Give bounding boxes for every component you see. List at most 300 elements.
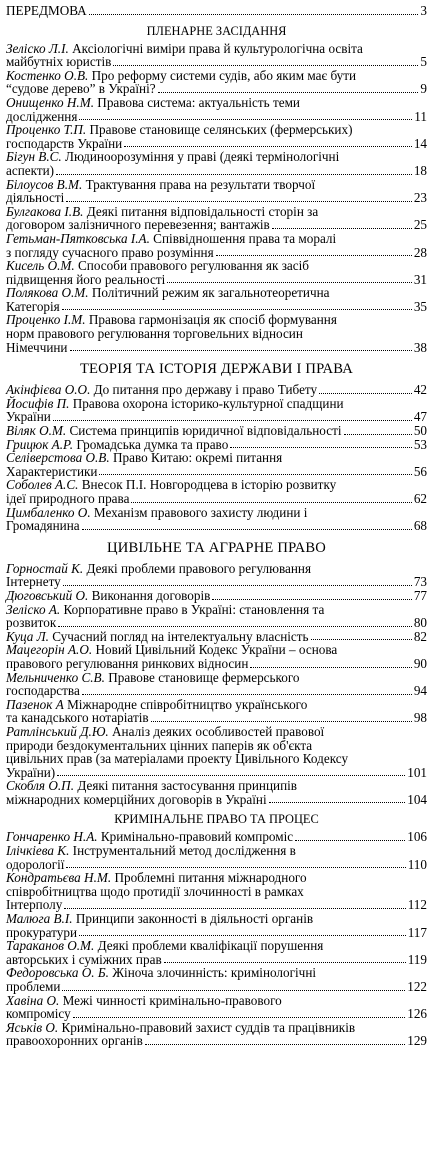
entry-text	[6, 410, 51, 424]
entry-author: Соболев А.С.	[6, 477, 79, 493]
entry-title-line: прокуратури	[6, 924, 77, 940]
entry-title-line: міжнародних комерційних договорів в Україні	[6, 791, 267, 807]
entry-text	[6, 589, 210, 603]
toc-entry	[6, 383, 427, 397]
toc-entry	[6, 506, 427, 533]
toc-entry-line	[6, 478, 427, 492]
toc-entry	[6, 630, 427, 644]
entry-text	[6, 273, 165, 287]
toc-entry-line	[6, 953, 427, 967]
page-number: 56	[413, 463, 427, 479]
entry-text	[6, 397, 344, 411]
toc-entry-line	[6, 725, 427, 739]
entry-text	[6, 96, 300, 110]
toc-entry-line	[6, 55, 427, 69]
toc-entry	[6, 562, 427, 589]
entry-title-line: Німеччини	[6, 339, 68, 355]
entry-author: Пазенок А	[6, 696, 64, 712]
toc-entry	[6, 912, 427, 939]
page-number: 122	[407, 979, 427, 994]
dot-leader	[66, 867, 405, 868]
entry-title-line: Правова охорона історико-культурної спадщини	[72, 395, 344, 411]
entry-author: Ратлінський Д.Ю.	[6, 723, 109, 739]
entry-title-line: України	[6, 409, 51, 425]
toc-entry	[6, 589, 427, 603]
entry-title-line: Механізм правового захисту людини і	[93, 504, 308, 520]
page-number: 42	[413, 382, 427, 398]
toc-entry-line	[6, 926, 427, 940]
toc-entry-line	[6, 793, 427, 807]
toc-entry	[6, 178, 427, 205]
toc-entry	[6, 939, 427, 966]
dot-leader	[63, 585, 412, 586]
toc-entry-line	[6, 994, 427, 1008]
toc-entry-line	[6, 506, 427, 520]
toc-entry-line	[6, 259, 427, 273]
entry-title-line: Жіноча злочинність: кримінологічні	[112, 965, 317, 981]
toc-entry	[6, 42, 427, 69]
entry-text	[6, 205, 318, 219]
toc-entry-line	[6, 766, 427, 780]
page-number: 50	[413, 423, 427, 439]
toc-entry	[6, 4, 427, 18]
page-number: 62	[413, 491, 427, 506]
dot-leader	[151, 721, 412, 722]
toc-entry-line	[6, 205, 427, 219]
dot-leader	[164, 962, 406, 963]
entry-text	[6, 110, 77, 124]
entry-title-line: Сучасний погляд на інтелектуальну власність	[52, 628, 309, 644]
toc-entry-line	[6, 232, 427, 246]
entry-title-line: проблеми	[6, 979, 61, 994]
entry-title-line: Правове становище фермерського	[108, 669, 300, 685]
entry-text	[6, 858, 64, 872]
entry-title-line: Внесок П.І. Новгородцева в історію розвитку	[81, 477, 337, 493]
entry-title-line: та канадського нотаріатів	[6, 710, 149, 726]
toc-entry	[6, 671, 427, 698]
entry-title-line: правоохоронних органів	[6, 1033, 143, 1049]
dot-leader	[99, 474, 411, 475]
entry-text	[6, 871, 307, 885]
dot-leader	[131, 502, 411, 503]
toc-entry	[6, 232, 427, 259]
toc-entry	[6, 478, 427, 505]
toc-entry-line	[6, 178, 427, 192]
entry-text	[6, 246, 214, 260]
page-number: 98	[413, 710, 427, 726]
entry-text	[6, 752, 348, 766]
entry-title-line: Кримінально-правовий компроміс	[100, 829, 294, 845]
entry-title-line: Аналіз деяких особливостей правової	[112, 723, 325, 739]
toc-entry-line	[6, 123, 427, 137]
entry-title-line: Людиноорозуміння у праві (деякі термінологічні	[65, 149, 340, 165]
page-number: 9	[420, 81, 427, 97]
entry-title-line: Принципи законності в діяльності органів	[75, 911, 314, 927]
toc-entry-line	[6, 885, 427, 899]
entry-title-line: До питання про державу і право Тибету	[93, 382, 318, 398]
entry-text	[6, 912, 313, 926]
dot-leader	[216, 255, 412, 256]
page-number: 11	[414, 108, 427, 124]
entry-text	[6, 643, 337, 657]
toc-entry-line	[6, 871, 427, 885]
toc-entry-line	[6, 698, 427, 712]
dot-leader	[89, 14, 419, 15]
toc-entry-line	[6, 341, 427, 355]
toc-entry-line	[6, 191, 427, 205]
entry-title-line: авторських і суміжних прав	[6, 951, 162, 967]
page-number: 35	[413, 298, 427, 314]
entry-author: Федоровська О. Б.	[6, 965, 109, 981]
dot-leader	[269, 802, 406, 803]
toc-entry-line	[6, 96, 427, 110]
entry-text	[6, 164, 54, 178]
entry-text	[6, 506, 307, 520]
dot-leader	[57, 775, 405, 776]
entry-title-line: Політичний режим як загальнотеоретична	[91, 285, 330, 301]
toc-entry-line	[6, 858, 427, 872]
toc-entry-line	[6, 164, 427, 178]
dot-leader	[82, 529, 412, 530]
entry-text	[6, 191, 64, 205]
entry-text	[6, 926, 77, 940]
dot-leader	[319, 393, 412, 394]
entry-title-line: дослідження	[6, 108, 78, 124]
toc-entry-line	[6, 137, 427, 151]
entry-title-line: господарства	[6, 683, 80, 699]
toc-entry	[6, 123, 427, 150]
entry-title-line: співробітництва щодо протидії злочинності в рамках	[6, 883, 304, 899]
toc-entry	[6, 994, 427, 1021]
toc-entry-line	[6, 616, 427, 630]
entry-text	[6, 630, 309, 644]
toc-entry-line	[6, 82, 427, 96]
toc-entry-line	[6, 630, 427, 644]
page-number: 73	[413, 574, 427, 590]
entry-text	[6, 898, 62, 912]
entry-title-line: діяльності	[6, 190, 65, 206]
toc-entry-line	[6, 939, 427, 953]
entry-author: Білоусов В.М.	[6, 176, 83, 192]
entry-author: Гончаренко Н.А.	[6, 829, 98, 845]
entry-title-line: України)	[6, 764, 56, 780]
entry-author: Проценко Т.П.	[6, 122, 87, 138]
toc-entry	[6, 397, 427, 424]
entry-text	[6, 830, 293, 844]
entry-author: Кондратьєва Н.М.	[6, 870, 112, 886]
entry-text	[6, 465, 97, 479]
entry-author: Селіверстова О.В.	[6, 450, 110, 466]
entry-text	[6, 779, 297, 793]
dot-leader	[79, 119, 412, 120]
toc-entry-line	[6, 684, 427, 698]
entry-text	[6, 82, 156, 96]
dot-leader	[58, 626, 412, 627]
toc-entry-line	[6, 739, 427, 753]
entry-author: Віляк О.М.	[6, 423, 67, 439]
entry-title-line: розвиток	[6, 615, 57, 631]
entry-author: Йосифів П.	[6, 395, 70, 411]
dot-leader	[56, 174, 412, 175]
toc-entry	[6, 844, 427, 871]
toc-entry	[6, 205, 427, 232]
toc-entry-line	[6, 451, 427, 465]
page-number: 126	[407, 1006, 427, 1022]
entry-title-line: ПЕРЕДМОВА	[6, 3, 87, 18]
section-heading: ЦИВІЛЬНЕ ТА АГРАРНЕ ПРАВО	[106, 539, 326, 556]
page-number: 119	[407, 951, 427, 967]
entry-title-line: Виконання договорів	[91, 587, 211, 603]
toc-entry-line	[6, 492, 427, 506]
entry-author: Хавіна О.	[6, 992, 60, 1008]
entry-title-line: договором залізничного перевезення; вантажів	[6, 217, 270, 233]
toc-entry	[6, 286, 427, 313]
dot-leader	[64, 908, 405, 909]
page-number: 110	[407, 856, 427, 872]
entry-text	[6, 684, 80, 698]
entry-title-line: Категорія	[6, 298, 60, 314]
toc-entry-line	[6, 397, 427, 411]
entry-title-line: Способи правового регулювання як засіб	[78, 258, 309, 274]
entry-text	[6, 383, 317, 397]
entry-text	[6, 218, 270, 232]
entry-title-line: Новий Цивільний Кодекс України – основа	[95, 642, 338, 658]
entry-text	[6, 844, 296, 858]
dot-leader	[79, 935, 406, 936]
entry-text	[6, 341, 68, 355]
entry-text	[6, 739, 312, 753]
toc-entry-line	[6, 327, 427, 341]
entry-text	[6, 178, 315, 192]
entry-title-line: господарств України	[6, 135, 123, 151]
toc-entry-line	[6, 42, 427, 56]
entry-text	[6, 1021, 355, 1035]
entry-title-line: майбутніх юристів	[6, 54, 112, 70]
entry-text	[6, 725, 324, 739]
page-number: 104	[407, 791, 427, 807]
toc-entry	[6, 424, 427, 438]
toc-entry	[6, 313, 427, 354]
toc-entry-line	[6, 1007, 427, 1021]
entry-title-line: аспекти)	[6, 162, 55, 178]
page-number: 80	[413, 615, 427, 631]
entry-author: Бігун В.С.	[6, 149, 62, 165]
page-number: 112	[407, 897, 427, 913]
entry-author: Грицюк А.Р.	[6, 436, 74, 452]
entry-author: Полякова О.М.	[6, 285, 89, 301]
page-number: 129	[407, 1033, 427, 1049]
entry-text	[6, 953, 162, 967]
entry-text	[6, 562, 311, 576]
entry-author: Ілічкіева К.	[6, 843, 70, 859]
page-number: 82	[413, 628, 427, 644]
dot-leader	[230, 447, 412, 448]
toc-entry	[6, 830, 427, 844]
entry-title-line: ідеї природного права	[6, 491, 130, 506]
page-number: 117	[407, 924, 427, 940]
section-heading: ПЛЕНАРНЕ ЗАСІДАННЯ	[146, 23, 287, 38]
dot-leader	[62, 309, 412, 310]
entry-title-line: Правова система: актуальність теми	[97, 94, 300, 110]
toc-entry	[6, 150, 427, 177]
entry-text	[6, 69, 356, 83]
entry-author: Тараканов О.М.	[6, 938, 95, 954]
page-number: 53	[413, 436, 427, 452]
toc-entry-line	[6, 300, 427, 314]
entry-title-line: Інструментальний метод дослідження в	[72, 843, 296, 859]
entry-title-line: Інтерполу	[6, 897, 63, 913]
page-number: 3	[420, 3, 427, 18]
toc-entry-line	[6, 4, 427, 18]
entry-title-line: Кримінально-правовий захист суддів та працівників	[61, 1019, 356, 1035]
page-number: 18	[413, 162, 427, 178]
entry-title-line: одорології	[6, 856, 65, 872]
toc-entry	[6, 643, 427, 670]
entry-title-line: Правова гармонізація як спосіб формування	[88, 312, 337, 328]
entry-title-line: Громадська думка та право	[76, 436, 229, 452]
entry-text	[6, 671, 300, 685]
entry-author: Кисель О.М.	[6, 258, 75, 274]
toc-entry-line	[6, 313, 427, 327]
entry-text	[6, 300, 60, 314]
entry-title-line: Система принципів юридичної відповідальності	[69, 423, 342, 439]
toc-entry-line	[6, 1034, 427, 1048]
toc-entry-line	[6, 424, 427, 438]
toc-entry-line	[6, 438, 427, 452]
dot-leader	[70, 350, 412, 351]
entry-author: Онищенко Н.М.	[6, 94, 94, 110]
page-number: 47	[413, 409, 427, 425]
entry-text	[6, 451, 282, 465]
page-number: 106	[407, 829, 427, 845]
entry-author: Горностай К.	[6, 560, 84, 576]
section-heading: КРИМІНАЛЬНЕ ПРАВО ТА ПРОЦЕС	[114, 812, 319, 827]
entry-title-line: Корпоративне право в Україні: становлення та	[63, 601, 325, 617]
dot-leader	[295, 840, 405, 841]
toc-entry-line	[6, 150, 427, 164]
entry-author: Дюговський О.	[6, 587, 89, 603]
section-heading: ТЕОРІЯ ТА ІСТОРІЯ ДЕРЖАВИ І ПРАВА	[79, 361, 354, 378]
toc-entry-line	[6, 643, 427, 657]
page-number: 28	[413, 244, 427, 260]
entry-title-line: Проблемні питання міжнародного	[114, 870, 307, 886]
page-number: 38	[413, 339, 427, 355]
toc-entry-line	[6, 575, 427, 589]
entry-author: Акінфієва О.О.	[6, 382, 91, 398]
entry-text	[6, 259, 309, 273]
entry-text	[6, 966, 316, 980]
dot-leader	[124, 146, 412, 147]
toc-entry	[6, 871, 427, 912]
toc-entry-line	[6, 69, 427, 83]
toc-entry-line	[6, 519, 427, 533]
entry-title-line: компромісу	[6, 1006, 71, 1022]
entry-text	[6, 286, 330, 300]
page-number: 90	[413, 655, 427, 671]
entry-title-line: Межі чинності кримінально-правового	[62, 992, 282, 1008]
entry-title-line: Деякі питання відповідальності сторін за	[86, 203, 319, 219]
toc-entry-line	[6, 844, 427, 858]
entry-title-line: Аксіологічні виміри права й культурологічна освіта	[72, 40, 363, 56]
page-number: 101	[407, 764, 427, 780]
page-number: 94	[413, 683, 427, 699]
entry-text	[6, 150, 339, 164]
entry-text	[6, 492, 129, 506]
dot-leader	[158, 92, 419, 93]
entry-text	[6, 123, 352, 137]
entry-author: Яськів О.	[6, 1019, 59, 1035]
entry-text	[6, 327, 303, 341]
entry-text	[6, 42, 363, 56]
dot-leader	[145, 1044, 405, 1045]
entry-text	[6, 603, 324, 617]
dot-leader	[344, 434, 412, 435]
entry-title-line: з погляду сучасного право розуміння	[6, 244, 214, 260]
dot-leader	[167, 282, 412, 283]
page-number: 25	[413, 217, 427, 233]
toc-entry-line	[6, 246, 427, 260]
toc-entry-line	[6, 752, 427, 766]
page-number: 31	[413, 271, 427, 287]
page-number: 23	[413, 190, 427, 206]
entry-text	[6, 232, 336, 246]
toc-entry-line	[6, 465, 427, 479]
entry-text	[6, 137, 122, 151]
entry-author: Гетьман-Пятковська І.А.	[6, 230, 150, 246]
entry-author: Зеліско Л.І.	[6, 40, 69, 56]
dot-leader	[73, 1017, 406, 1018]
entry-text	[6, 994, 282, 1008]
entry-title-line: норм правового регулювання торговельних відносин	[6, 326, 303, 342]
entry-text	[6, 939, 323, 953]
page-number: 14	[413, 135, 427, 151]
entry-text	[6, 980, 60, 994]
entry-text	[6, 438, 228, 452]
entry-text	[6, 424, 342, 438]
dot-leader	[113, 65, 418, 66]
entry-title-line: Деякі питання застосування принципів	[77, 778, 298, 794]
dot-leader	[311, 639, 412, 640]
entry-title-line: цивільних прав (за матеріалами проекту Цивільного Кодексу	[6, 751, 349, 767]
entry-text	[6, 478, 336, 492]
entry-title-line: правового регулювання ринкових відносин	[6, 655, 249, 671]
entry-author: Куца Л.	[6, 628, 49, 644]
dot-leader	[82, 694, 412, 695]
entry-text	[6, 616, 56, 630]
entry-text	[6, 4, 87, 18]
toc-entry-line	[6, 657, 427, 671]
toc-entry-line	[6, 671, 427, 685]
toc-entry-line	[6, 110, 427, 124]
entry-title-line: Громадянина	[6, 518, 80, 534]
page-number: 77	[413, 587, 427, 603]
toc-entry	[6, 451, 427, 478]
toc-entry-line	[6, 273, 427, 287]
dot-leader	[250, 667, 411, 668]
entry-text	[6, 55, 111, 69]
toc-entry	[6, 96, 427, 123]
entry-title-line: Інтернету	[6, 574, 61, 590]
toc-entry	[6, 1021, 427, 1048]
entry-text	[6, 575, 61, 589]
entry-author: Цимбаленко О.	[6, 504, 91, 520]
entry-title-line: Право Китаю: окремі питання	[112, 450, 283, 466]
entry-text	[6, 657, 248, 671]
entry-title-line: Деякі проблеми кваліфікації порушення	[97, 938, 324, 954]
entry-author: Малюга В.І.	[6, 911, 73, 927]
toc-entry	[6, 698, 427, 725]
entry-author: Скобля О.П.	[6, 778, 75, 794]
